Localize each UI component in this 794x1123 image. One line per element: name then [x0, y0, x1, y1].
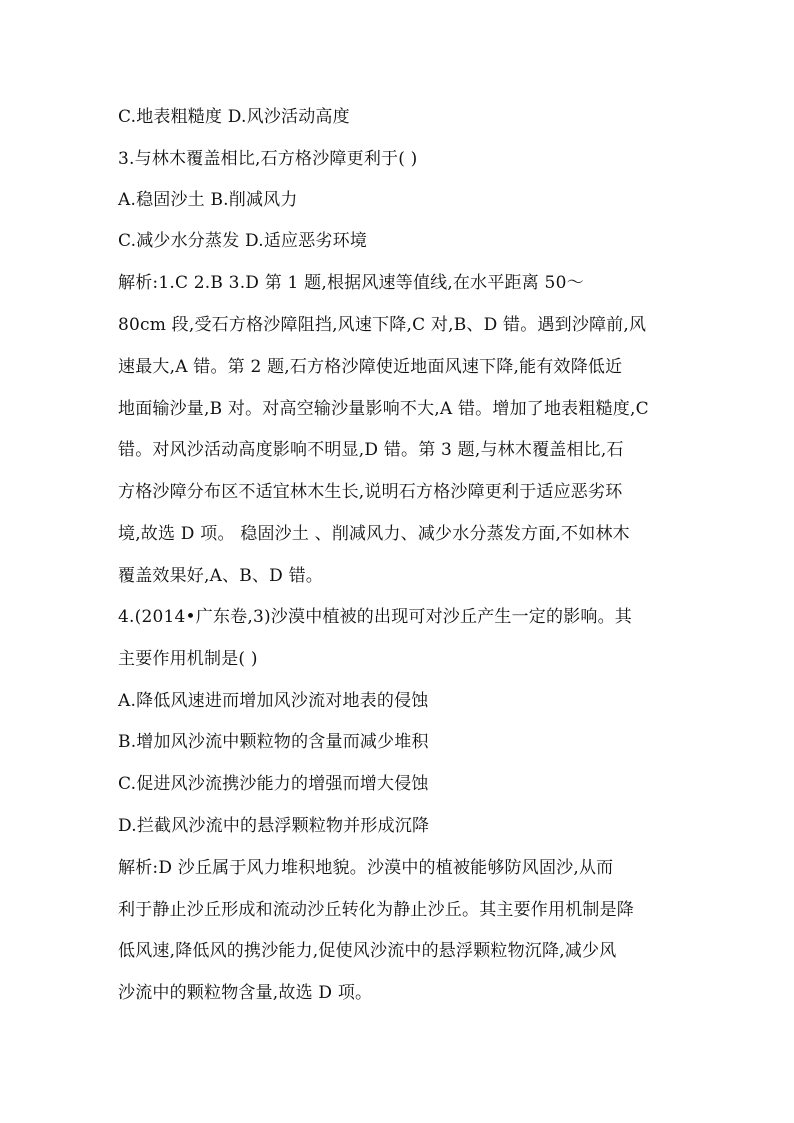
analysis1-line-4: 地面输沙量,B 对。对高空输沙量影响不大,A 错。增加了地表粗糙度,C	[118, 399, 649, 419]
analysis2-line-2: 利于静止沙丘形成和流动沙丘转化为静止沙丘。其主要作用机制是降	[118, 900, 634, 920]
q4-stem-line-2: 主要作用机制是( )	[118, 649, 258, 669]
q4-option-a: A.降低风速进而增加风沙流对地表的侵蚀	[118, 691, 429, 711]
analysis2-line-3: 低风速,降低风的携沙能力,促使风沙流中的悬浮颗粒物沉降,减少风	[118, 941, 617, 961]
analysis1-line-5: 错。对风沙活动高度影响不明显,D 错。第 3 题,与林木覆盖相比,石	[118, 440, 624, 460]
analysis2-line-1: 解析:D 沙丘属于风力堆积地貌。沙漠中的植被能够防风固沙,从而	[118, 858, 614, 878]
q4-option-c: C.促进风沙流携沙能力的增强而增大侵蚀	[118, 774, 429, 794]
q3-stem: 3.与林木覆盖相比,石方格沙障更利于( )	[118, 149, 418, 169]
analysis2-line-4: 沙流中的颗粒物含量,故选 D 项。	[118, 983, 373, 1003]
q3-options-ab: A.稳固沙土 B.削减风力	[118, 190, 298, 210]
q4-option-b: B.增加风沙流中颗粒物的含量而减少堆积	[118, 732, 429, 752]
q4-stem-line-1: 4.(2014•广东卷,3)沙漠中植被的出现可对沙丘产生一定的影响。其	[118, 607, 632, 627]
q4-option-d: D.拦截风沙流中的悬浮颗粒物并形成沉降	[118, 816, 430, 836]
analysis1-line-3: 速最大,A 错。第 2 题,石方格沙障使近地面风速下降,能有效降低近	[118, 357, 623, 377]
analysis1-line-6: 方格沙障分布区不适宜林木生长,说明石方格沙障更利于适应恶劣环	[118, 482, 623, 502]
analysis1-line-1: 解析:1.C 2.B 3.D 第 1 题,根据风速等值线,在水平距离 50～	[118, 273, 584, 293]
analysis1-line-7: 境,故选 D 项。 稳固沙土 、削减风力、减少水分蒸发方面,不如林木	[118, 524, 630, 544]
analysis1-line-2: 80cm 段,受石方格沙障阻挡,风速下降,C 对,B、D 错。遇到沙障前,风	[118, 315, 647, 335]
q2-options-cd: C.地表粗糙度 D.风沙活动高度	[118, 107, 350, 127]
analysis1-line-8: 覆盖效果好,A、B、D 错。	[118, 566, 324, 586]
q3-options-cd: C.减少水分蒸发 D.适应恶劣环境	[118, 231, 368, 251]
